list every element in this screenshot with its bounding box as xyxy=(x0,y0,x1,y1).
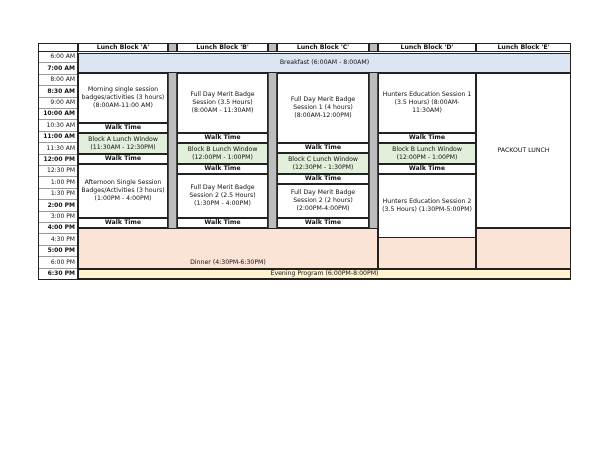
time-label: 4:30 PM xyxy=(39,234,77,245)
separator xyxy=(268,43,277,52)
block-a-afternoon-session: Afternoon Single Session Badges/Activities (3 hours) (1:00PM - 4:00PM) xyxy=(78,164,168,218)
time-label: 5:00 PM xyxy=(39,246,77,257)
block-d-walk-time: Walk Time xyxy=(378,133,476,143)
time-label: 10:00 AM xyxy=(39,109,77,120)
time-label: 4:00 PM xyxy=(39,223,77,234)
dinner-bar: Dinner (4:30PM-6:30PM) xyxy=(78,228,378,269)
block-a-morning-session: Morning single session badges/activities (3 hours) (8:00AM-11:00 AM) xyxy=(78,73,168,123)
time-label: 6:30 PM xyxy=(39,269,77,280)
block-b-lunch-window: Block B Lunch Window (12:00PM - 1:00PM) xyxy=(177,143,268,164)
time-label: 12:00 PM xyxy=(39,155,77,166)
time-label: 9:00 AM xyxy=(39,98,77,109)
block-e-packout-lunch: PACKOUT LUNCH xyxy=(476,73,571,228)
header-block-c: Lunch Block 'C' xyxy=(277,43,369,52)
breakfast-bar: Breakfast (6:00AM - 8:00AM) xyxy=(78,53,571,73)
header-block-a: Lunch Block 'A' xyxy=(78,43,168,52)
time-label: 10:30 AM xyxy=(39,120,77,131)
block-c-session-1: Full Day Merit Badge Session 1 (4 hours) (8:00AM-12:00PM) xyxy=(277,73,369,143)
time-label: 2:00 PM xyxy=(39,200,77,211)
time-label: 3:00 PM xyxy=(39,212,77,223)
header-time-corner xyxy=(38,43,78,52)
evening-program-bar: Evening Program (6:00PM-8:00PM) xyxy=(78,269,571,279)
block-b-walk-time: Walk Time xyxy=(177,133,268,143)
time-label: 8:30 AM xyxy=(39,86,77,97)
block-a-walk-time: Walk Time xyxy=(78,218,168,228)
header-block-e: Lunch Block 'E' xyxy=(476,43,571,52)
separator xyxy=(268,73,277,228)
schedule-grid xyxy=(38,43,571,280)
time-label: 6:00 AM xyxy=(39,52,77,63)
time-label: 11:00 AM xyxy=(39,132,77,143)
time-label: 12:30 PM xyxy=(39,166,77,177)
dinner-bar-under-d xyxy=(378,238,476,269)
block-c-lunch-window: Block C Lunch Window (12:30PM - 1:30PM) xyxy=(277,153,369,174)
block-d-hunters-session-1: Hunters Education Session 1 (3.5 Hours) (8:00AM-11:30AM) xyxy=(378,73,476,133)
separator xyxy=(369,43,378,52)
block-b-session-2: Full Day Merit Badge Session 2 (2.5 Hours) (1:30PM - 4:00PM) xyxy=(177,174,268,218)
time-label: 11:30 AM xyxy=(39,143,77,154)
separator xyxy=(168,73,177,228)
block-c-walk-time: Walk Time xyxy=(277,218,369,228)
time-label: 8:00 AM xyxy=(39,75,77,86)
time-column xyxy=(38,52,78,280)
time-label: 1:00 PM xyxy=(39,177,77,188)
time-label: 1:30 PM xyxy=(39,189,77,200)
block-b-walk-time: Walk Time xyxy=(177,218,268,228)
time-label: 6:00 PM xyxy=(39,257,77,268)
separator xyxy=(369,73,378,228)
dinner-bar-right xyxy=(476,228,571,269)
block-d-walk-time: Walk Time xyxy=(378,164,476,174)
block-b-session-1: Full Day Merit Badge Session (3.5 Hours) (8:00AM - 11:30AM) xyxy=(177,73,268,133)
time-label: 7:00 AM xyxy=(39,63,77,74)
block-c-walk-time: Walk Time xyxy=(277,174,369,184)
block-a-walk-time: Walk Time xyxy=(78,123,168,133)
block-a-walk-time: Walk Time xyxy=(78,154,168,164)
header-block-b: Lunch Block 'B' xyxy=(177,43,268,52)
block-d-hunters-session-2: Hunters Education Session 2 (3.5 Hours) (1:30PM-5:00PM) xyxy=(378,174,476,238)
separator xyxy=(168,43,177,52)
block-c-session-2: Full Day Merit Badge Session 2 (2 hours) (2:00PM-4:00PM) xyxy=(277,184,369,218)
block-c-walk-time: Walk Time xyxy=(277,143,369,153)
block-d-lunch-window: Block B Lunch Window (12:00PM - 1:00PM) xyxy=(378,143,476,164)
block-a-lunch-window: Block A Lunch Window (11:30AM - 12:30PM) xyxy=(78,133,168,154)
block-b-walk-time: Walk Time xyxy=(177,164,268,174)
header-block-d: Lunch Block 'D' xyxy=(378,43,476,52)
